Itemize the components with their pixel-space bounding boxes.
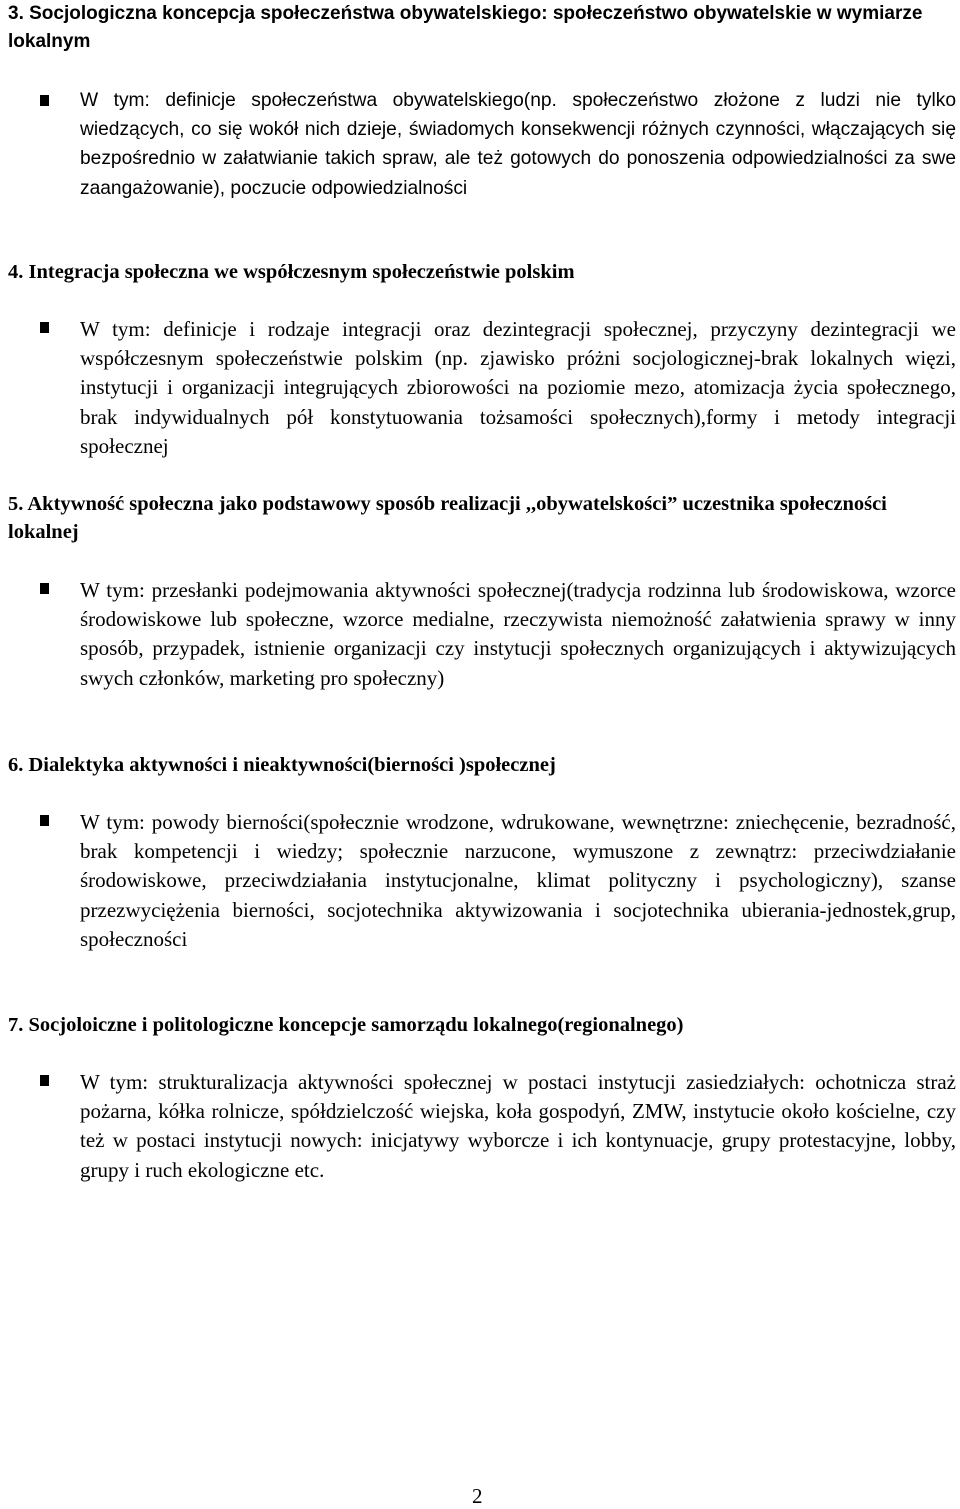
section-4-heading: 4. Integracja społeczna we współczesnym społeczeństwie polskim bbox=[8, 261, 575, 283]
section-6-heading: 6. Dialektyka aktywności i nieaktywności(bierności )społecznej bbox=[8, 754, 556, 776]
section-6-item: W tym: powody bierności(społecznie wrodzone, wdrukowane, wewnętrzne: zniechęcenie, bezradność, brak kompetencji i wiedzy; społecznie narzucone, wymuszone z zewnątrz: przeciwdziałanie środowiskowe, przeciwdziałania instytucjonalne, klimat polityczny i psychologiczny), szanse przezwyciężenia bierności, socjotechnika aktywizowania i socjotechnika ubierania-jednostek,grup, społeczności bbox=[80, 810, 956, 951]
bullet-icon bbox=[40, 815, 49, 826]
bullet-icon bbox=[40, 95, 49, 106]
bullet-icon bbox=[40, 322, 49, 333]
bullet-icon bbox=[40, 1075, 49, 1086]
section-3-heading: 3. Socjologiczna koncepcja społeczeństwa obywatelskiego: społeczeństwo obywatelskie w wymiarze lokalnym bbox=[8, 3, 923, 52]
section-5-heading: 5. Aktywność społeczna jako podstawowy sposób realizacji ,,obywatelskości” uczestnika społeczności lokalnej bbox=[8, 493, 887, 543]
section-5-item: W tym: przesłanki podejmowania aktywności społecznej(tradycja rodzinna lub środowiskowa, wzorce środowiskowe lub społeczne, wzorce medialne, rzeczywista niemożność załatwienia sprawy w inny sposób, przypadek, istnienie organizacji czy instytucji społecznych organizujących i aktywizujących swych członków, marketing pro społeczny) bbox=[80, 578, 956, 690]
section-3-item: W tym: definicje społeczeństwa obywatelskiego(np. społeczeństwo złożone z ludzi nie tylko wiedzących, co się wokół nich dzieje, świadomych konsekwencji różnych czynności, włączających się bezpośrednio w załatwianie takich spraw, ale też gotowych do ponoszenia odpowiedzialności za swe zaangażowanie), poczucie odpowiedzialności bbox=[80, 90, 956, 199]
section-4-item: W tym: definicje i rodzaje integracji oraz dezintegracji społecznej, przyczyny dezintegracji we współczesnym społeczeństwie polskim (np. zjawisko próżni socjologicznej-brak lokalnych więzi, instytucji i organizacji integrujących zbiorowości na poziomie mezo, atomizacja życia społecznego, brak indywidualnych pół konstytuowania tożsamości społecznych),formy i metody integracji społecznej bbox=[80, 317, 956, 458]
page-number: 2 bbox=[472, 1484, 483, 1508]
bullet-icon bbox=[40, 583, 49, 594]
section-7-heading: 7. Socjoloiczne i politologiczne koncepcje samorządu lokalnego(regionalnego) bbox=[8, 1014, 684, 1036]
section-7-item: W tym: strukturalizacja aktywności społecznej w postaci instytucji zasiedziałych: ochotnicza straż pożarna, kółka rolnicze, spółdzielczość wiejska, koła gospodyń, ZMW, instytucie około kościelne, czy też w postaci instytucji nowych: inicjatywy wyborcze i ich kontynuacje, grupy protestacyjne, lobby, grupy i ruch ekologiczne etc. bbox=[80, 1070, 956, 1182]
